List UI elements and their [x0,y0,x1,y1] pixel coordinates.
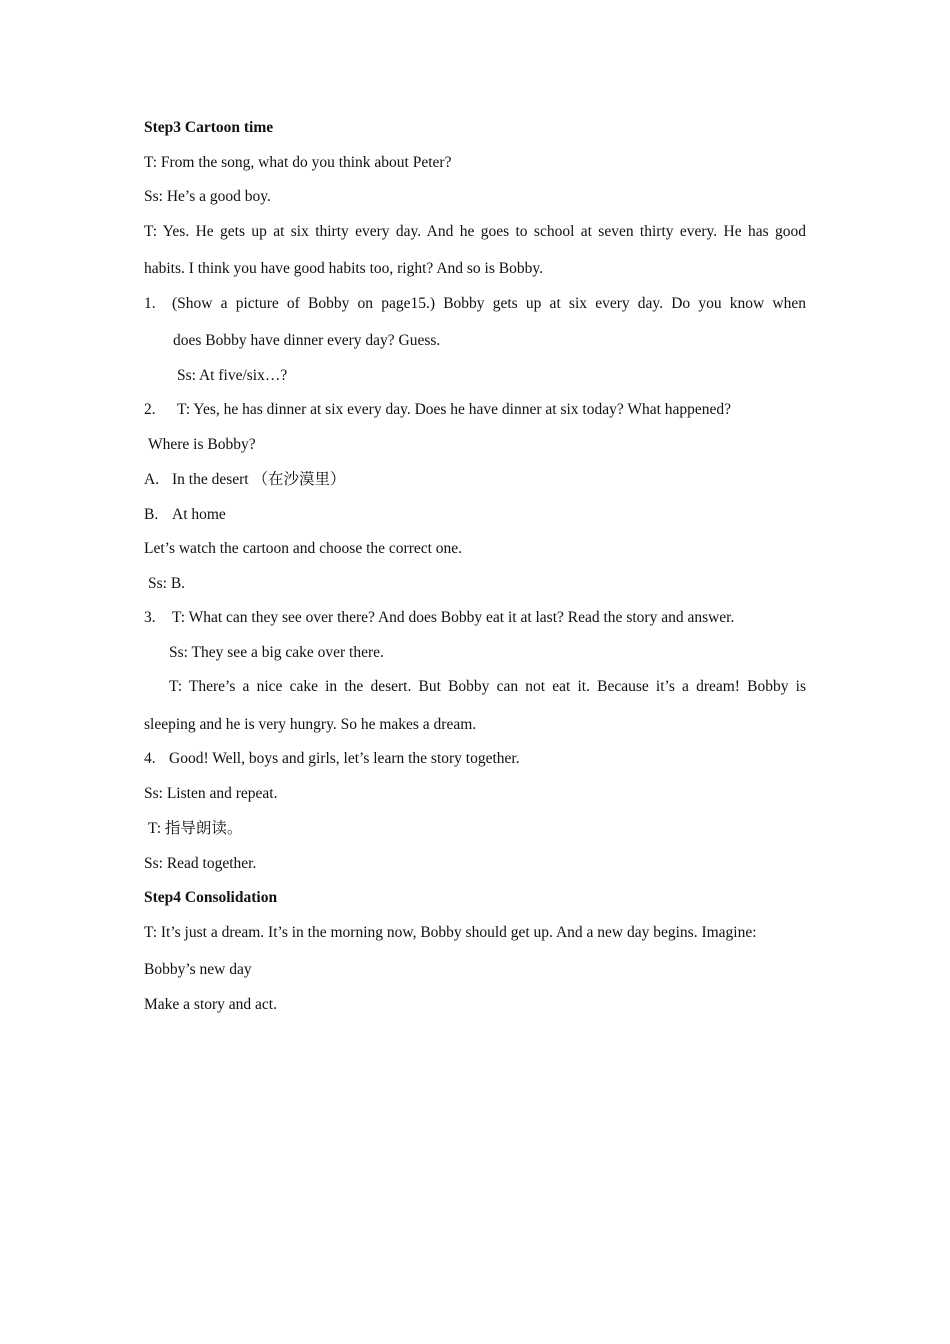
list-item-4 [144,749,520,769]
text-line: Bobby’s new day [144,961,252,978]
text-line: Ss: B. [148,575,186,592]
text-line: Ss: He’s a good boy. [144,188,271,205]
option-label: B. [144,506,159,523]
option-label: A. [144,471,160,488]
text-line: sleeping and he is very hungry. So he makes a dream. [144,716,477,733]
step3-heading: Step3 Cartoon time [144,119,274,136]
list-number: 1. [144,295,156,312]
text-line: T: Yes. He gets up at six thirty every day. And he goes to school at seven thirty every. He has good [144,223,806,240]
text-line: Where is Bobby? [148,436,256,453]
step4-heading: Step4 Consolidation [144,889,278,906]
list-item-3 [144,608,734,628]
text-line: Let’s watch the cartoon and choose the correct one. [144,540,463,557]
list-item-text: T: Yes, he has dinner at six every day. Does he have dinner at six today? What happened? [177,401,732,418]
list-item-text: (Show a picture of Bobby on page15.) Bobby gets up at six every day. Do you know when [172,295,806,312]
list-item-1 [144,294,806,314]
text-line: T: 指导朗读。 [148,820,243,837]
list-number: 4. [144,750,156,767]
text-line: Ss: Listen and repeat. [144,785,278,802]
text-line: does Bobby have dinner every day? Guess. [173,332,441,349]
text-line: Ss: At five/six…? [177,367,288,384]
text-line: habits. I think you have good habits too, right? And so is Bobby. [144,260,543,277]
text-line: Ss: They see a big cake over there. [169,644,384,661]
text-line: Make a story and act. [144,996,277,1013]
option-text: At home [172,506,226,523]
list-item-2 [144,400,731,420]
option-text: In the desert （在沙漠里） [172,471,346,488]
option-b [144,505,226,525]
list-item-text: T: What can they see over there? And does Bobby eat it at last? Read the story and answer. [172,609,735,626]
text-line: Ss: Read together. [144,855,257,872]
list-number: 2. [144,401,156,418]
text-line: T: It’s just a dream. It’s in the morning now, Bobby should get up. And a new day begins. Imagine: [144,924,757,941]
option-a [144,470,345,490]
list-item-text: Good! Well, boys and girls, let’s learn the story together. [169,750,520,767]
text-line: T: There’s a nice cake in the desert. But Bobby can not eat it. Because it’s a dream! Bobby is [169,678,806,695]
text-line: T: From the song, what do you think about Peter? [144,154,452,171]
list-number: 3. [144,609,156,626]
